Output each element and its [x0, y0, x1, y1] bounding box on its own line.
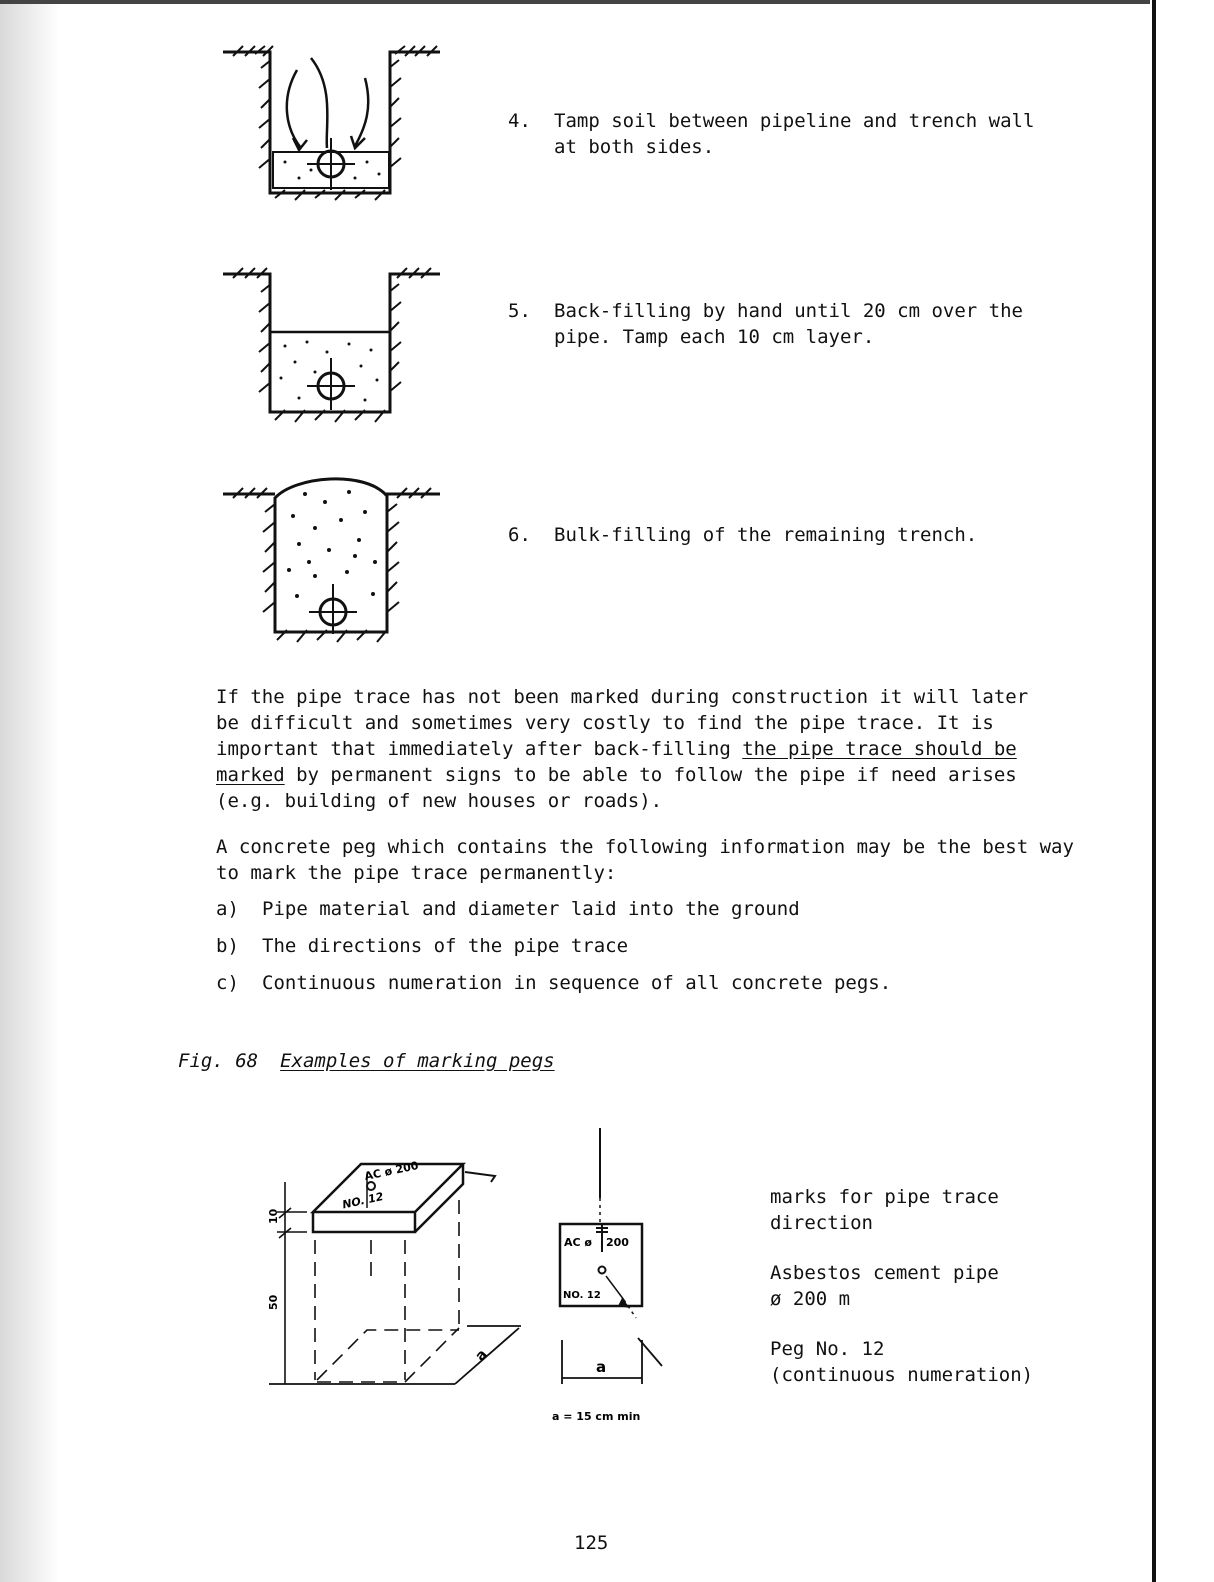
- paragraph-line: to mark the pipe trace permanently:: [216, 862, 617, 884]
- paragraph-line: be difficult and sometimes very costly to find the pipe trace. It is: [216, 712, 994, 734]
- trench-step-4-illustration: [215, 38, 445, 203]
- list-text: The directions of the pipe trace: [262, 935, 629, 957]
- plan-diameter: 200: [606, 1236, 629, 1249]
- paragraph-concrete-peg: [216, 834, 1116, 886]
- list-label: a): [216, 898, 239, 920]
- note-line: Asbestos cement pipe: [770, 1262, 999, 1284]
- peg-top-number: NO. 12: [341, 1190, 385, 1212]
- plan-dimension-note: a = 15 cm min: [552, 1410, 641, 1423]
- paragraph-text: by permanent signs to be able to follow the pipe if need arises: [284, 764, 1017, 786]
- dimension-height-top: 10: [267, 1208, 280, 1224]
- plan-material: AC ø: [564, 1236, 592, 1249]
- scan-top-edge: [0, 0, 1150, 4]
- note-line: (continuous numeration): [770, 1364, 1034, 1386]
- paragraph-line: [216, 762, 1116, 788]
- trench-step-6-illustration: [215, 472, 445, 650]
- paragraph-line: If the pipe trace has not been marked during construction it will later: [216, 686, 1029, 708]
- figure-number: Fig. 68: [178, 1050, 259, 1072]
- step-text-line: at both sides.: [554, 136, 715, 158]
- note-line: direction: [770, 1212, 873, 1234]
- dimension-side: a: [472, 1346, 491, 1365]
- plan-number: NO. 12: [563, 1290, 601, 1301]
- step-text-line: Back-filling by hand until 20 cm over the: [554, 300, 1023, 322]
- note-pipe-material: [770, 1260, 999, 1312]
- scan-left-edge: [0, 0, 60, 1582]
- paragraph-line: [216, 736, 1116, 762]
- note-line: ø 200 m: [770, 1288, 851, 1310]
- step-text-line: Tamp soil between pipeline and trench wall: [554, 110, 1035, 132]
- scan-right-edge: [1152, 0, 1156, 1582]
- paragraph-text: important that immediately after back-filling: [216, 738, 743, 760]
- step-number: 4.: [508, 110, 531, 132]
- figure-caption: [178, 1048, 555, 1074]
- list-label: b): [216, 935, 239, 957]
- paragraph-line: A concrete peg which contains the following information may be the best way: [216, 836, 1074, 858]
- step-number: 6.: [508, 524, 531, 546]
- plan-dimension-label: a: [596, 1358, 607, 1376]
- list-text: Continuous numeration in sequence of all concrete pegs.: [262, 972, 892, 994]
- step-number: 5.: [508, 300, 531, 322]
- step-text-line: Bulk-filling of the remaining trench.: [554, 524, 978, 546]
- trench-step-5-illustration: [215, 262, 445, 430]
- underlined-text: marked: [216, 764, 285, 786]
- note-peg-number: [770, 1336, 1033, 1388]
- page-number: 125: [574, 1532, 609, 1554]
- peg-top-material: AC ø 200: [363, 1158, 420, 1184]
- list-label: c): [216, 972, 239, 994]
- paragraph-line: (e.g. building of new houses or roads).: [216, 790, 663, 812]
- peg-plan-drawing: [550, 1128, 680, 1428]
- dimension-height-bottom: 50: [267, 1294, 280, 1310]
- step-text-line: pipe. Tamp each 10 cm layer.: [554, 326, 875, 348]
- peg-isometric-drawing: [255, 1148, 535, 1398]
- note-trace-marks: [770, 1184, 999, 1236]
- paragraph-pipe-trace: [216, 684, 1116, 814]
- note-line: Peg No. 12: [770, 1338, 885, 1360]
- underlined-text: the pipe trace should be: [742, 738, 1017, 760]
- note-line: marks for pipe trace: [770, 1186, 999, 1208]
- figure-title: Examples of marking pegs: [280, 1050, 555, 1072]
- list-text: Pipe material and diameter laid into the ground: [262, 898, 800, 920]
